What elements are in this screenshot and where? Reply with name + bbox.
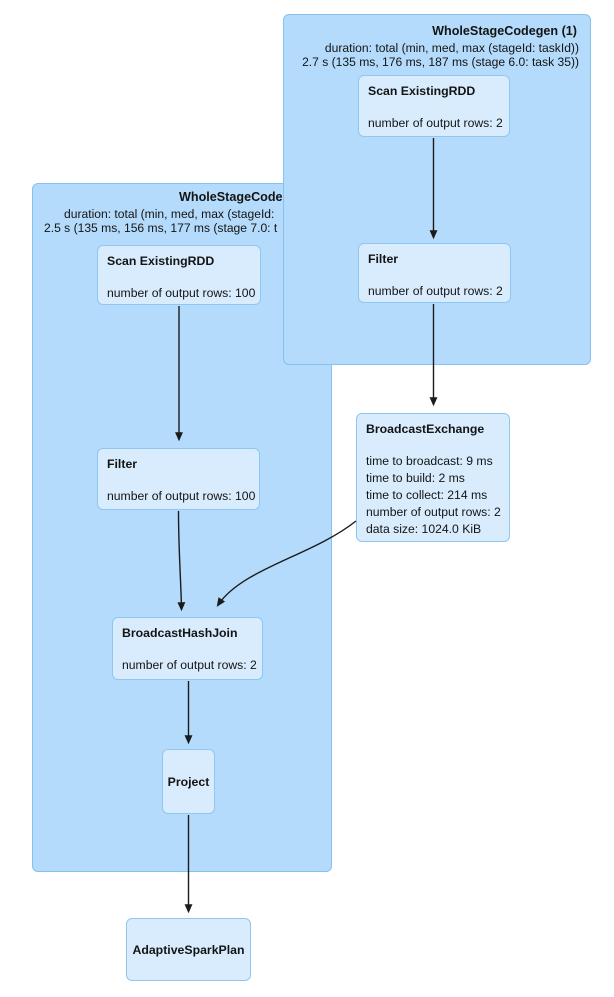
plan-node-project[interactable] (162, 749, 215, 814)
plan-node-scan-existingrdd-1[interactable] (358, 75, 510, 137)
node-metric: number of output rows: 100 (107, 286, 256, 300)
node-title: BroadcastExchange (366, 422, 485, 436)
node-metric: time to collect: 214 ms (366, 488, 488, 502)
plan-node-filter-2[interactable] (97, 448, 260, 510)
plan-node-adaptive-spark-plan[interactable] (126, 918, 251, 981)
cluster-duration-label: duration: total (min, med, max (stageId: (64, 207, 275, 221)
node-metric: time to broadcast: 9 ms (366, 454, 493, 468)
node-title: Scan ExistingRDD (368, 84, 476, 98)
node-metric: number of output rows: 2 (368, 284, 503, 298)
plan-node-broadcast-hash-join[interactable] (112, 617, 263, 680)
node-metric: time to build: 2 ms (366, 471, 465, 485)
node-title: Project (167, 774, 210, 789)
node-title: BroadcastHashJoin (122, 626, 238, 640)
cluster-title: WholeStageCodegen (1) (432, 24, 577, 38)
plan-node-scan-existingrdd-2[interactable] (97, 245, 261, 305)
plan-node-filter-1[interactable] (358, 243, 511, 303)
cluster-duration-value: 2.5 s (135 ms, 156 ms, 177 ms (stage 7.0: t (44, 221, 278, 235)
node-title: Filter (368, 252, 399, 266)
node-metric: number of output rows: 2 (368, 116, 503, 130)
node-title: AdaptiveSparkPlan (132, 942, 245, 957)
node-metric: data size: 1024.0 KiB (366, 522, 482, 536)
node-metric: number of output rows: 2 (122, 658, 257, 672)
cluster-duration-value: 2.7 s (135 ms, 176 ms, 187 ms (stage 6.0: task 35)) (302, 55, 579, 69)
node-metric: number of output rows: 2 (366, 505, 501, 519)
node-title: Scan ExistingRDD (107, 254, 215, 268)
node-title: Filter (107, 457, 138, 471)
cluster-duration-label: duration: total (min, med, max (stageId: taskId)) (324, 41, 579, 55)
node-metric: number of output rows: 100 (107, 489, 256, 503)
wholestagecodegen-1-cluster (283, 14, 591, 365)
plan-node-broadcast-exchange[interactable] (356, 413, 510, 542)
cluster-title: WholeStageCode (179, 190, 283, 204)
